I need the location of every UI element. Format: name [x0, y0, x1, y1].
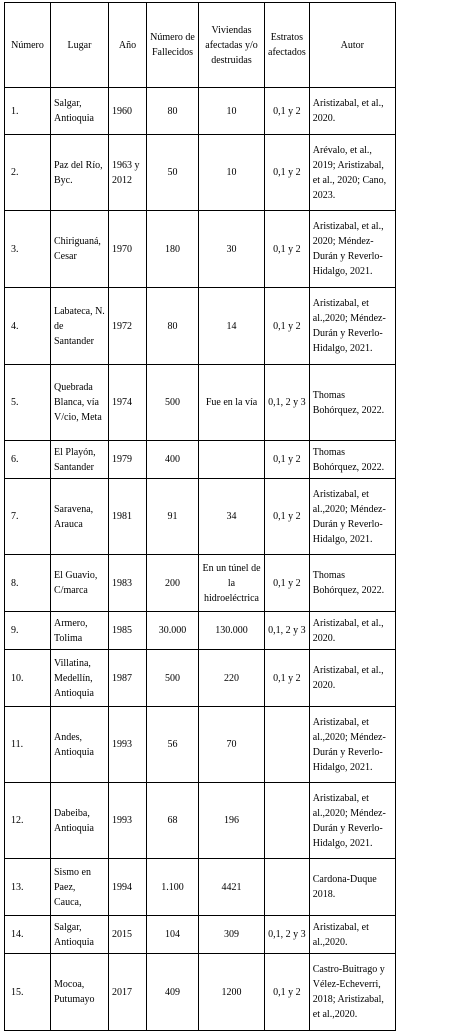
table-row — [5, 211, 396, 288]
cell-fallecidos: 400 — [147, 441, 199, 479]
cell-autor: Thomas Bohórquez, 2022. — [309, 365, 395, 441]
cell-numero: 7. — [5, 479, 51, 555]
cell-fallecidos: 409 — [147, 954, 199, 1031]
cell-lugar: Andes, Antioquia — [51, 707, 109, 783]
cell-numero: 9. — [5, 612, 51, 650]
table-row — [5, 288, 396, 365]
cell-numero: 6. — [5, 441, 51, 479]
table-row — [5, 916, 396, 954]
cell-estratos: 0,1 y 2 — [265, 954, 310, 1031]
cell-viviendas — [199, 441, 265, 479]
header-anio: Año — [109, 3, 147, 88]
cell-estratos: 0,1 y 2 — [265, 479, 310, 555]
table-row — [5, 88, 396, 135]
cell-fallecidos: 30.000 — [147, 612, 199, 650]
cell-anio: 1981 — [109, 479, 147, 555]
cell-lugar: Villatina, Medellín, Antioquia — [51, 650, 109, 707]
cell-viviendas: 309 — [199, 916, 265, 954]
cell-autor: Aristizabal, et al.,2020; Méndez-Durán y Reverlo-Hidalgo, 2021. — [309, 783, 395, 859]
disasters-table — [4, 2, 396, 1031]
header-autor: Autor — [309, 3, 395, 88]
cell-estratos: 0,1, 2 y 3 — [265, 365, 310, 441]
cell-estratos — [265, 859, 310, 916]
cell-numero: 11. — [5, 707, 51, 783]
cell-viviendas: 196 — [199, 783, 265, 859]
cell-autor: Aristizabal, et al.,2020; Méndez-Durán y Reverlo-Hidalgo, 2021. — [309, 479, 395, 555]
cell-lugar: Dabeiba, Antioquia — [51, 783, 109, 859]
cell-lugar: Sismo en Paez, Cauca, — [51, 859, 109, 916]
cell-anio: 1960 — [109, 88, 147, 135]
cell-autor: Thomas Bohórquez, 2022. — [309, 555, 395, 612]
cell-numero: 1. — [5, 88, 51, 135]
cell-fallecidos: 500 — [147, 650, 199, 707]
cell-autor: Thomas Bohórquez, 2022. — [309, 441, 395, 479]
cell-anio: 1993 — [109, 707, 147, 783]
cell-numero: 3. — [5, 211, 51, 288]
cell-lugar: Saravena, Arauca — [51, 479, 109, 555]
cell-viviendas: 70 — [199, 707, 265, 783]
cell-viviendas: 4421 — [199, 859, 265, 916]
cell-anio: 2015 — [109, 916, 147, 954]
cell-fallecidos: 80 — [147, 88, 199, 135]
cell-anio: 1987 — [109, 650, 147, 707]
cell-fallecidos: 200 — [147, 555, 199, 612]
cell-viviendas: 220 — [199, 650, 265, 707]
table-row — [5, 612, 396, 650]
cell-autor: Aristizabal, et al., 2020. — [309, 650, 395, 707]
cell-autor: Aristizabal, et al., 2020. — [309, 88, 395, 135]
cell-viviendas: 1200 — [199, 954, 265, 1031]
cell-numero: 10. — [5, 650, 51, 707]
cell-numero: 14. — [5, 916, 51, 954]
table-row — [5, 650, 396, 707]
cell-viviendas: Fue en la vía — [199, 365, 265, 441]
cell-autor: Aristizabal, et al., 2020. — [309, 612, 395, 650]
cell-lugar: Salgar, Antioquia — [51, 88, 109, 135]
cell-fallecidos: 68 — [147, 783, 199, 859]
table-row — [5, 707, 396, 783]
table-row — [5, 859, 396, 916]
table-row — [5, 555, 396, 612]
cell-estratos: 0,1 y 2 — [265, 555, 310, 612]
cell-viviendas: 130.000 — [199, 612, 265, 650]
cell-fallecidos: 1.100 — [147, 859, 199, 916]
cell-anio: 1972 — [109, 288, 147, 365]
cell-fallecidos: 80 — [147, 288, 199, 365]
cell-numero: 13. — [5, 859, 51, 916]
cell-autor: Cardona-Duque 2018. — [309, 859, 395, 916]
cell-autor: Aristizabal, et al., 2020; Méndez-Durán y Reverlo-Hidalgo, 2021. — [309, 211, 395, 288]
cell-autor: Aristizabal, et al.,2020; Méndez-Durán y Reverlo-Hidalgo, 2021. — [309, 288, 395, 365]
cell-fallecidos: 91 — [147, 479, 199, 555]
cell-autor: Aristizabal, et al.,2020; Méndez-Durán y Reverlo-Hidalgo, 2021. — [309, 707, 395, 783]
cell-estratos: 0,1 y 2 — [265, 441, 310, 479]
table-row — [5, 954, 396, 1031]
cell-anio: 1994 — [109, 859, 147, 916]
cell-fallecidos: 500 — [147, 365, 199, 441]
table-row — [5, 783, 396, 859]
cell-fallecidos: 104 — [147, 916, 199, 954]
cell-anio: 1985 — [109, 612, 147, 650]
cell-numero: 12. — [5, 783, 51, 859]
cell-anio: 1983 — [109, 555, 147, 612]
cell-estratos: 0,1 y 2 — [265, 211, 310, 288]
cell-estratos: 0,1 y 2 — [265, 650, 310, 707]
table-row — [5, 441, 396, 479]
table-row — [5, 135, 396, 211]
cell-lugar: Armero, Tolima — [51, 612, 109, 650]
cell-lugar: Salgar, Antioquia — [51, 916, 109, 954]
header-row — [5, 3, 396, 88]
cell-numero: 4. — [5, 288, 51, 365]
cell-viviendas: 30 — [199, 211, 265, 288]
header-viviendas: Viviendas afectadas y/o destruidas — [199, 3, 265, 88]
cell-estratos: 0,1 y 2 — [265, 288, 310, 365]
header-fallecidos: Número de Fallecidos — [147, 3, 199, 88]
cell-numero: 2. — [5, 135, 51, 211]
cell-lugar: El Playón, Santander — [51, 441, 109, 479]
cell-estratos: 0,1 y 2 — [265, 135, 310, 211]
cell-viviendas: 14 — [199, 288, 265, 365]
cell-fallecidos: 50 — [147, 135, 199, 211]
cell-anio: 2017 — [109, 954, 147, 1031]
cell-estratos — [265, 783, 310, 859]
cell-numero: 5. — [5, 365, 51, 441]
cell-lugar: Quebrada Blanca, vía V/cio, Meta — [51, 365, 109, 441]
cell-fallecidos: 56 — [147, 707, 199, 783]
cell-lugar: Mocoa, Putumayo — [51, 954, 109, 1031]
table-body — [5, 88, 396, 1031]
table-row — [5, 479, 396, 555]
cell-anio: 1970 — [109, 211, 147, 288]
cell-numero: 15. — [5, 954, 51, 1031]
cell-numero: 8. — [5, 555, 51, 612]
cell-anio: 1979 — [109, 441, 147, 479]
cell-estratos: 0,1 y 2 — [265, 88, 310, 135]
table-container — [4, 2, 396, 1031]
cell-estratos: 0,1, 2 y 3 — [265, 612, 310, 650]
header-estratos: Estratos afectados — [265, 3, 310, 88]
cell-lugar: Paz del Río, Byc. — [51, 135, 109, 211]
cell-estratos — [265, 707, 310, 783]
cell-viviendas: 10 — [199, 88, 265, 135]
cell-autor: Castro-Buitrago y Vélez-Echeverri, 2018; Aristizabal, et al.,2020. — [309, 954, 395, 1031]
table-row — [5, 365, 396, 441]
cell-lugar: Chiriguaná, Cesar — [51, 211, 109, 288]
cell-lugar: El Guavio, C/marca — [51, 555, 109, 612]
cell-autor: Arévalo, et al., 2019; Aristizabal, et al., 2020; Cano, 2023. — [309, 135, 395, 211]
header-numero: Número — [5, 3, 51, 88]
cell-anio: 1974 — [109, 365, 147, 441]
cell-viviendas: 10 — [199, 135, 265, 211]
cell-lugar: Labateca, N. de Santander — [51, 288, 109, 365]
cell-anio: 1963 y 2012 — [109, 135, 147, 211]
cell-viviendas: 34 — [199, 479, 265, 555]
cell-anio: 1993 — [109, 783, 147, 859]
cell-viviendas: En un túnel de la hidroeléctrica — [199, 555, 265, 612]
cell-autor: Aristizabal, et al.,2020. — [309, 916, 395, 954]
cell-fallecidos: 180 — [147, 211, 199, 288]
cell-estratos: 0,1, 2 y 3 — [265, 916, 310, 954]
header-lugar: Lugar — [51, 3, 109, 88]
